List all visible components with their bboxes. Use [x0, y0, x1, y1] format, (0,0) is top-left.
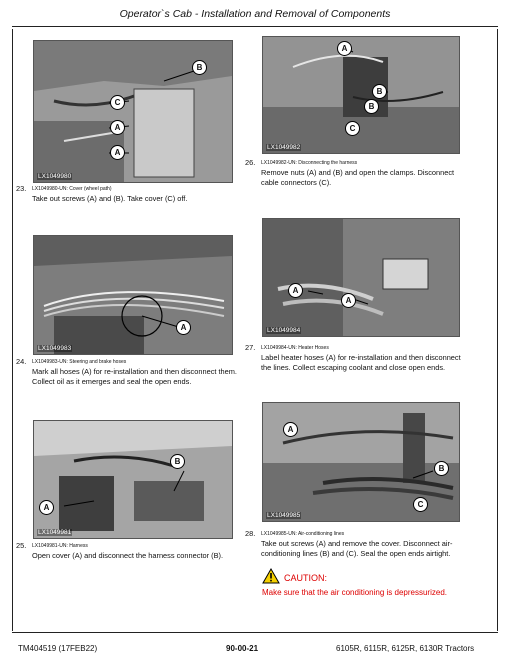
callout-a: A	[110, 120, 125, 135]
warning-icon	[262, 568, 280, 584]
figure-code: LX1049985	[267, 512, 301, 519]
step-number: 28.	[245, 529, 256, 538]
footer-doc-id: TM404519 (17FEB22)	[18, 644, 98, 653]
step-25	[16, 541, 241, 565]
callout-a: A	[283, 422, 298, 437]
figure-caption: LX1049983-UN: Steering and brake hoses	[32, 359, 127, 365]
figure-code: LX1049983	[38, 345, 72, 352]
callout-c: C	[345, 121, 360, 136]
callout-b: B	[364, 99, 379, 114]
caution-block	[262, 566, 494, 600]
callout-b: B	[372, 84, 387, 99]
left-rule	[12, 29, 13, 631]
step-26	[245, 158, 495, 192]
step-number: 24.	[16, 357, 27, 366]
step-text: Mark all hoses (A) for re-installation and then disconnect them. Collect oil as it emerges and seal the open ends.	[32, 367, 237, 386]
step-23	[16, 184, 241, 208]
caution-text: Make sure that the air conditioning is depressurized.	[262, 588, 447, 597]
footer-models: 6105R, 6115R, 6125R, 6130R Tractors	[336, 644, 475, 653]
callout-a: A	[341, 293, 356, 308]
step-number: 26.	[245, 158, 256, 167]
callout-c: C	[413, 497, 428, 512]
right-rule	[497, 29, 498, 631]
callout-a: A	[288, 283, 303, 298]
figure-caption: LX1049981-UN: Harness	[32, 543, 88, 549]
callout-a: A	[337, 41, 352, 56]
step-number: 23.	[16, 184, 27, 193]
bottom-rule	[12, 632, 498, 633]
callout-a: A	[110, 145, 125, 160]
photo-disconnecting-harness	[262, 36, 460, 154]
callout-c: C	[110, 95, 125, 110]
top-rule	[12, 26, 498, 27]
figure-code: LX1049984	[267, 327, 301, 334]
step-27	[245, 343, 495, 377]
step-text: Open cover (A) and disconnect the harness connector (B).	[32, 551, 224, 560]
callout-a: A	[176, 320, 191, 335]
figure-caption: LX1049982-UN: Disconnecting the harness	[261, 160, 358, 166]
page-title: Operator`s Cab - Installation and Removal of Components	[119, 8, 391, 20]
figure-code: LX1049980	[38, 173, 72, 180]
step-number: 27.	[245, 343, 256, 352]
photo-heater-hoses	[262, 218, 460, 337]
figure-caption: LX1049984-UN: Heater Hoses	[261, 345, 329, 351]
step-text: Take out screws (A) and remove the cover. Disconnect air- conditioning lines (B) and (C). Seal the open ends airtight.	[261, 539, 453, 558]
callout-b: B	[170, 454, 185, 469]
figure-code: LX1049981	[38, 529, 72, 536]
caution-title: CAUTION:	[284, 573, 328, 583]
step-24	[16, 357, 241, 391]
step-text: Take out screws (A) and (B). Take cover (C) off.	[32, 194, 188, 203]
figure-code: LX1049982	[267, 144, 301, 151]
photo-harness	[33, 420, 233, 539]
step-28	[245, 529, 495, 563]
callout-a: A	[39, 500, 54, 515]
step-text: Remove nuts (A) and (B) and open the clamps. Disconnect cable connectors (C).	[261, 168, 455, 187]
photo-air-conditioning-lines	[262, 402, 460, 522]
step-text: Label heater hoses (A) for re-installation and then disconnect the lines. Collect escaping coolant and close open ends.	[261, 353, 461, 372]
photo-steering-brake-hoses	[33, 235, 233, 355]
step-number: 25.	[16, 541, 27, 550]
figure-caption: LX1049985-UN: Air-conditioning lines	[261, 531, 345, 537]
callout-b: B	[192, 60, 207, 75]
callout-b: B	[434, 461, 449, 476]
figure-caption: LX1049980-UN: Cover (wheel path)	[32, 186, 112, 192]
footer-page-number: 90-00-21	[226, 644, 259, 653]
